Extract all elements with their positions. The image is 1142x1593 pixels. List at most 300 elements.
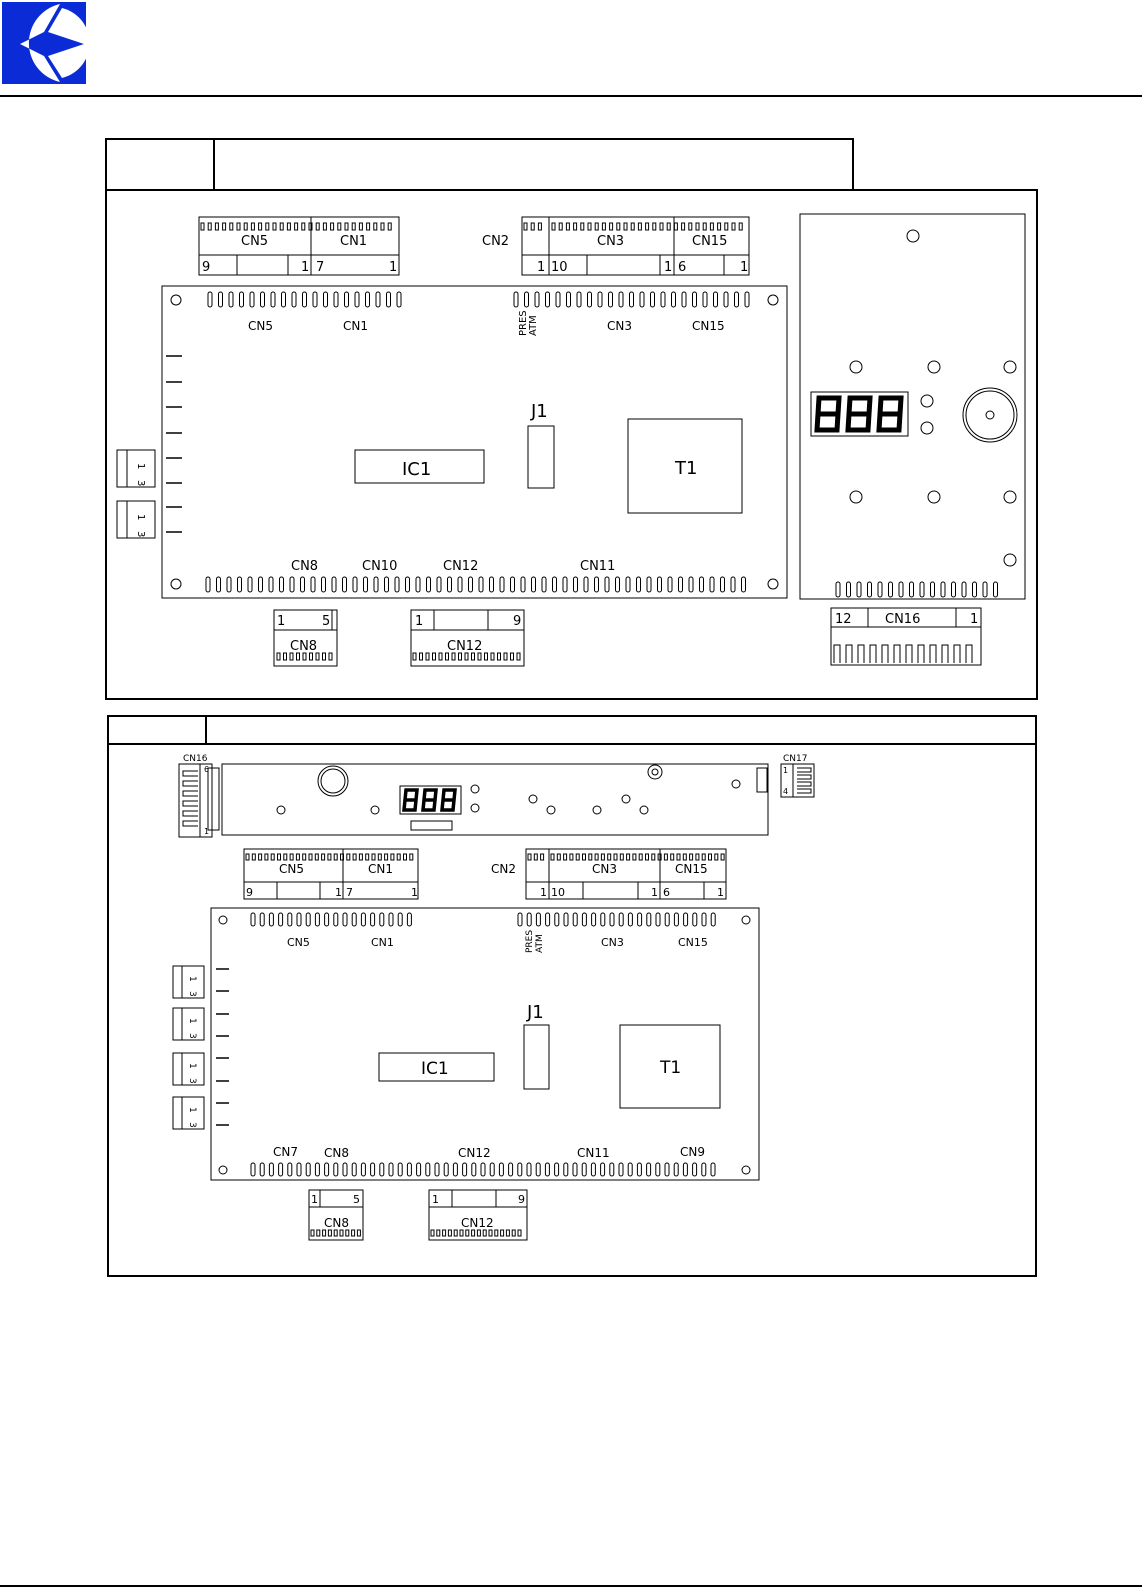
- connector-pin: [472, 1230, 475, 1236]
- pres-atm-text-line2: ATM: [535, 934, 545, 953]
- board-edge-pin: [545, 1163, 549, 1176]
- board-edge-pin: [453, 1163, 457, 1176]
- connector-pin: [709, 854, 712, 860]
- board-edge-pin: [426, 1163, 430, 1176]
- connector-pin: [541, 854, 544, 860]
- connector-pin: [689, 223, 692, 230]
- cn2-label: CN2: [482, 234, 510, 249]
- connector-pin: [244, 223, 247, 230]
- board-edge-pin: [259, 577, 263, 592]
- connector-pin: [517, 653, 520, 660]
- connector-pin: [610, 223, 613, 230]
- board-edge-pin: [592, 913, 596, 926]
- board-edge-pin: [261, 292, 265, 307]
- board-edge-pin: [630, 292, 634, 307]
- connector-pin: [316, 653, 319, 660]
- board-edge-pin: [279, 1163, 283, 1176]
- cn12-pin-right: 9: [518, 1193, 525, 1206]
- board-edge-pin: [509, 1163, 513, 1176]
- board-edge-pin: [292, 292, 296, 307]
- cn16-pin: [942, 645, 948, 663]
- connector-pin: [352, 1230, 355, 1236]
- board-edge-pin: [240, 292, 244, 307]
- board-edge-pin: [269, 1163, 273, 1176]
- board-edge-pin: [674, 1163, 678, 1176]
- board-edge-pin: [628, 913, 632, 926]
- cn17-pin-1: 1: [783, 766, 789, 775]
- bottom-top-connector-pins: [246, 854, 724, 860]
- connector-pin: [290, 854, 293, 860]
- connector-pin: [478, 653, 481, 660]
- board-edge-pin: [546, 913, 550, 926]
- board-edge-pin: [315, 1163, 319, 1176]
- connector-pin: [443, 1230, 446, 1236]
- board-edge-pin: [271, 292, 275, 307]
- board-cn8-label: CN8: [324, 1146, 349, 1160]
- board-edge-pin: [251, 913, 255, 926]
- board-edge-pin: [355, 292, 359, 307]
- board-edge-pin: [313, 292, 317, 307]
- connector-pin: [653, 223, 656, 230]
- connector-pin: [311, 1230, 314, 1236]
- board-edge-pin: [251, 1163, 255, 1176]
- cn3-label: CN3: [592, 862, 617, 876]
- connector-pin: [372, 854, 375, 860]
- board-edge-pin: [742, 577, 746, 592]
- board-edge-pin: [582, 1163, 586, 1176]
- board-edge-pin: [380, 913, 384, 926]
- board-cn3-label: CN3: [607, 319, 632, 333]
- cn1-pin-right: 1: [411, 886, 418, 899]
- board-edge-pin: [702, 1163, 706, 1176]
- side-pin-3: 3: [187, 991, 197, 997]
- display-edge-pin: [868, 582, 872, 597]
- board-edge-pin: [288, 913, 292, 926]
- board-edge-pin: [684, 913, 688, 926]
- connector-pin: [671, 854, 674, 860]
- connector-pin: [413, 653, 416, 660]
- board-edge-pin: [325, 1163, 329, 1176]
- board-edge-pin: [374, 577, 378, 592]
- board-edge-pin: [406, 577, 410, 592]
- board-edge-pin: [490, 577, 494, 592]
- cn15-pin-right: 1: [717, 886, 724, 899]
- cn12-housing-label: CN12: [461, 1216, 494, 1230]
- cn2-pin-right: 1: [537, 260, 546, 275]
- connector-pin: [252, 854, 255, 860]
- connector-pin: [588, 223, 591, 230]
- connector-pin: [495, 1230, 498, 1236]
- connector-pin: [433, 653, 436, 660]
- t1-label: T1: [675, 458, 698, 479]
- board-edge-pin: [536, 913, 540, 926]
- top-bottom-housing-pins: [277, 653, 520, 660]
- cn5-label: CN5: [241, 234, 269, 249]
- board-cn5-label: CN5: [287, 936, 310, 949]
- board-cn15-label: CN15: [692, 319, 725, 333]
- board-edge-pin: [665, 1163, 669, 1176]
- cn16-pin: [930, 645, 936, 663]
- board-edge-pin: [689, 577, 693, 592]
- board-edge-pin: [376, 292, 380, 307]
- connector-pin: [491, 653, 494, 660]
- connector-pin: [452, 653, 455, 660]
- connector-pin: [638, 223, 641, 230]
- cn3-pin-right: 1: [664, 260, 673, 275]
- bottom-bottom-housing-pins: [311, 1230, 521, 1236]
- cn5-pin-left: 9: [202, 260, 211, 275]
- cn16-pin: [834, 645, 840, 663]
- board-edge-pin: [343, 577, 347, 592]
- board-edge-pin: [217, 577, 221, 592]
- cn8-pin-right: 5: [353, 1193, 360, 1206]
- connector-pin: [551, 854, 554, 860]
- board-edge-pin: [238, 577, 242, 592]
- board-edge-pin: [714, 292, 718, 307]
- connector-pin: [620, 854, 623, 860]
- connector-pin: [715, 854, 718, 860]
- connector-pin: [259, 223, 262, 230]
- board-edge-pin: [301, 577, 305, 592]
- connector-pin: [718, 223, 721, 230]
- board-edge-pin: [619, 1163, 623, 1176]
- display-edge-pin: [994, 582, 998, 597]
- board-edge-pin: [661, 292, 665, 307]
- connector-pin: [566, 223, 569, 230]
- connector-pin: [410, 854, 413, 860]
- ic1-label: IC1: [421, 1059, 449, 1079]
- connector-pin: [208, 223, 211, 230]
- board-edge-pin: [458, 577, 462, 592]
- board-edge-pin: [306, 1163, 310, 1176]
- connector-pin: [682, 223, 685, 230]
- connector-pin: [347, 854, 350, 860]
- cn8-housing-label: CN8: [290, 639, 318, 654]
- cn16-pin: [882, 645, 888, 663]
- cn16-pin: [894, 645, 900, 663]
- segment-digit: [423, 790, 436, 810]
- j1-label: J1: [531, 401, 548, 422]
- board-edge-pin: [553, 577, 557, 592]
- display-edge-pin: [847, 582, 851, 597]
- display-cn16-label: CN16: [183, 754, 208, 764]
- board-cn1-label: CN1: [371, 936, 394, 949]
- connector-pin: [667, 223, 670, 230]
- board-edge-pin: [658, 577, 662, 592]
- connector-pin: [677, 854, 680, 860]
- connector-pin: [223, 223, 226, 230]
- board-edge-pin: [334, 913, 338, 926]
- connector-pin: [721, 854, 724, 860]
- cn16-pin: [183, 821, 198, 826]
- cn17-pin-4: 4: [783, 787, 789, 796]
- board-cn11-label: CN11: [577, 1146, 610, 1160]
- board-edge-pin: [361, 913, 365, 926]
- board-edge-pin: [290, 577, 294, 592]
- connector-pin: [608, 854, 611, 860]
- cn16-pin: [183, 801, 198, 806]
- display-edge-pin: [962, 582, 966, 597]
- display-edge-pin: [941, 582, 945, 597]
- board-edge-pin: [546, 292, 550, 307]
- side-pin-1: 1: [187, 1107, 197, 1113]
- connector-pin: [297, 653, 300, 660]
- connector-pin: [570, 854, 573, 860]
- board-edge-pin: [573, 913, 577, 926]
- board-cn12-label: CN12: [443, 559, 479, 574]
- board-edge-pin: [564, 913, 568, 926]
- board-edge-pin: [693, 1163, 697, 1176]
- board-edge-pin: [407, 913, 411, 926]
- display-edge-pin: [973, 582, 977, 597]
- cn15-pin-left: 6: [663, 886, 670, 899]
- board-edge-pin: [407, 1163, 411, 1176]
- connector-pin: [295, 223, 298, 230]
- connector-pin: [528, 854, 531, 860]
- connector-pin: [552, 223, 555, 230]
- display-cn16-label: CN16: [885, 612, 921, 627]
- side-pin-3: 3: [135, 480, 146, 487]
- board-edge-pin: [334, 292, 338, 307]
- connector-pin: [246, 854, 249, 860]
- j1-label: J1: [527, 1002, 544, 1023]
- board-edge-pin: [248, 577, 252, 592]
- cn3-pin-left: 10: [551, 886, 565, 899]
- connector-pin: [290, 653, 293, 660]
- side-pin-1: 1: [135, 463, 146, 470]
- connector-pin: [664, 854, 667, 860]
- board-edge-pin: [389, 1163, 393, 1176]
- connector-pin: [498, 653, 501, 660]
- board-edge-pin: [527, 1163, 531, 1176]
- connector-pin: [466, 1230, 469, 1236]
- connector-pin: [504, 653, 507, 660]
- cn12-pin-right: 9: [513, 614, 522, 629]
- bottom-board-edge-pins: [251, 913, 715, 1176]
- connector-pin: [660, 223, 663, 230]
- connector-pin: [534, 854, 537, 860]
- bottom-seven-segment-display: [400, 786, 461, 814]
- connector-pin: [431, 1230, 434, 1236]
- board-cn9-label: CN9: [680, 1145, 705, 1159]
- connector-pin: [501, 1230, 504, 1236]
- ic1-label: IC1: [402, 459, 432, 480]
- board-edge-pin: [542, 577, 546, 592]
- segment-digit: [817, 398, 839, 430]
- board-edge-pin: [601, 1163, 605, 1176]
- connector-pin: [338, 223, 341, 230]
- board-edge-pin: [511, 577, 515, 592]
- cn16-pin: [183, 791, 198, 796]
- connector-pin: [602, 223, 605, 230]
- cn16-pin: [918, 645, 924, 663]
- board-edge-pin: [703, 292, 707, 307]
- board-edge-pin: [656, 1163, 660, 1176]
- cn17-pin: [797, 768, 811, 772]
- board-edge-pin: [343, 1163, 347, 1176]
- pres-atm-label: [518, 310, 539, 336]
- board-edge-pin: [735, 292, 739, 307]
- board-edge-pin: [322, 577, 326, 592]
- board-edge-pin: [605, 577, 609, 592]
- board-edge-pin: [610, 913, 614, 926]
- connector-pin: [366, 854, 369, 860]
- connector-pin: [483, 1230, 486, 1236]
- cn16-pin: [870, 645, 876, 663]
- connector-pin: [315, 854, 318, 860]
- display-edge-pin: [836, 582, 840, 597]
- board-edge-pin: [306, 913, 310, 926]
- cn8-pin-right: 5: [322, 614, 331, 629]
- board-edge-pin: [448, 577, 452, 592]
- board-edge-pin: [610, 1163, 614, 1176]
- connector-pin: [627, 854, 630, 860]
- board-edge-pin: [711, 1163, 715, 1176]
- connector-pin: [323, 1230, 326, 1236]
- side-pin-3: 3: [187, 1078, 197, 1084]
- connector-pin: [322, 854, 325, 860]
- connector-pin: [303, 854, 306, 860]
- board-edge-pin: [693, 292, 697, 307]
- board-cn15-label: CN15: [678, 936, 708, 949]
- connector-pin: [284, 653, 287, 660]
- connector-pin: [273, 223, 276, 230]
- board-edge-pin: [280, 577, 284, 592]
- side-pin-3: 3: [187, 1122, 197, 1128]
- connector-pin: [237, 223, 240, 230]
- board-edge-pin: [567, 292, 571, 307]
- connector-pin: [201, 223, 204, 230]
- board-edge-pin: [651, 292, 655, 307]
- bottom-diagram-frame: [108, 716, 1036, 1276]
- connector-pin: [367, 223, 370, 230]
- board-edge-pin: [334, 1163, 338, 1176]
- board-edge-pin: [288, 1163, 292, 1176]
- connector-pin: [328, 854, 331, 860]
- board-edge-pin: [518, 913, 522, 926]
- cn17-pin: [797, 789, 811, 793]
- connector-pin: [357, 1230, 360, 1236]
- cn3-pin-left: 10: [551, 260, 568, 275]
- connector-pin: [624, 223, 627, 230]
- bottom-small-connector-pins: [183, 768, 811, 830]
- connector-pin: [524, 223, 527, 230]
- board-edge-pin: [679, 577, 683, 592]
- pres-atm-label: [525, 930, 545, 953]
- connector-pin: [259, 854, 262, 860]
- connector-pin: [345, 223, 348, 230]
- board-edge-pin: [352, 913, 356, 926]
- connector-pin: [287, 223, 290, 230]
- board-edge-pin: [668, 577, 672, 592]
- cn5-pin-right: 1: [335, 886, 342, 899]
- board-edge-pin: [532, 577, 536, 592]
- connector-pin: [334, 854, 337, 860]
- connector-pin: [710, 223, 713, 230]
- connector-pin: [512, 1230, 515, 1236]
- board-edge-pin: [469, 577, 473, 592]
- board-edge-pin: [536, 1163, 540, 1176]
- connector-pin: [485, 653, 488, 660]
- cn1-pin-right: 1: [389, 260, 398, 275]
- connector-pin: [331, 223, 334, 230]
- connector-pin: [511, 653, 514, 660]
- display-edge-pin: [910, 582, 914, 597]
- board-edge-pin: [563, 577, 567, 592]
- board-cn3-label: CN3: [601, 936, 624, 949]
- cn1-label: CN1: [340, 234, 368, 249]
- connector-pin: [397, 854, 400, 860]
- connector-pin: [614, 854, 617, 860]
- cn15-pin-right: 1: [740, 260, 749, 275]
- cn17-pin: [797, 775, 811, 779]
- board-edge-pin: [591, 1163, 595, 1176]
- cn12-pin-left: 1: [415, 614, 424, 629]
- board-edge-pin: [555, 1163, 559, 1176]
- board-edge-pin: [385, 577, 389, 592]
- connector-pin: [323, 223, 326, 230]
- connector-pin: [518, 1230, 521, 1236]
- cn12-pin-left: 1: [432, 1193, 439, 1206]
- board-edge-pin: [683, 1163, 687, 1176]
- connector-pin: [631, 223, 634, 230]
- connector-pin: [251, 223, 254, 230]
- cn16-pin: [954, 645, 960, 663]
- board-edge-pin: [514, 292, 518, 307]
- board-edge-pin: [518, 1163, 522, 1176]
- board-edge-pin: [387, 292, 391, 307]
- connector-pin: [595, 854, 598, 860]
- connector-pin: [595, 223, 598, 230]
- board-edge-pin: [371, 913, 375, 926]
- connector-pin: [674, 223, 677, 230]
- bottom-display-board: [222, 764, 768, 835]
- cn15-label: CN15: [675, 862, 708, 876]
- board-edge-pin: [380, 1163, 384, 1176]
- cn1-label: CN1: [368, 862, 393, 876]
- board-edge-pin: [682, 292, 686, 307]
- cn8-pin-left: 1: [277, 614, 286, 629]
- connector-pin: [690, 854, 693, 860]
- side-pin-1: 1: [187, 976, 197, 982]
- board-edge-pin: [619, 913, 623, 926]
- board-edge-pin: [500, 577, 504, 592]
- board-edge-pin: [724, 292, 728, 307]
- board-cn1-label: CN1: [343, 319, 368, 333]
- connector-pin: [652, 854, 655, 860]
- top-display-board: [800, 214, 1025, 599]
- connector-pin: [316, 223, 319, 230]
- cn16-pin-left: 12: [835, 612, 852, 627]
- connector-pin: [564, 854, 567, 860]
- board-edge-pin: [745, 292, 749, 307]
- board-edge-pin: [371, 1163, 375, 1176]
- board-edge-pin: [598, 292, 602, 307]
- board-edge-pin: [269, 577, 273, 592]
- connector-pin: [378, 854, 381, 860]
- board-edge-pin: [637, 577, 641, 592]
- connector-pin: [278, 854, 281, 860]
- connector-pin: [284, 854, 287, 860]
- board-edge-pin: [444, 1163, 448, 1176]
- board-edge-pin: [628, 1163, 632, 1176]
- connector-pin: [601, 854, 604, 860]
- cn16-pin: [183, 811, 198, 816]
- board-edge-pin: [564, 1163, 568, 1176]
- board-edge-pin: [616, 577, 620, 592]
- board-edge-pin: [250, 292, 254, 307]
- connector-pin: [334, 1230, 337, 1236]
